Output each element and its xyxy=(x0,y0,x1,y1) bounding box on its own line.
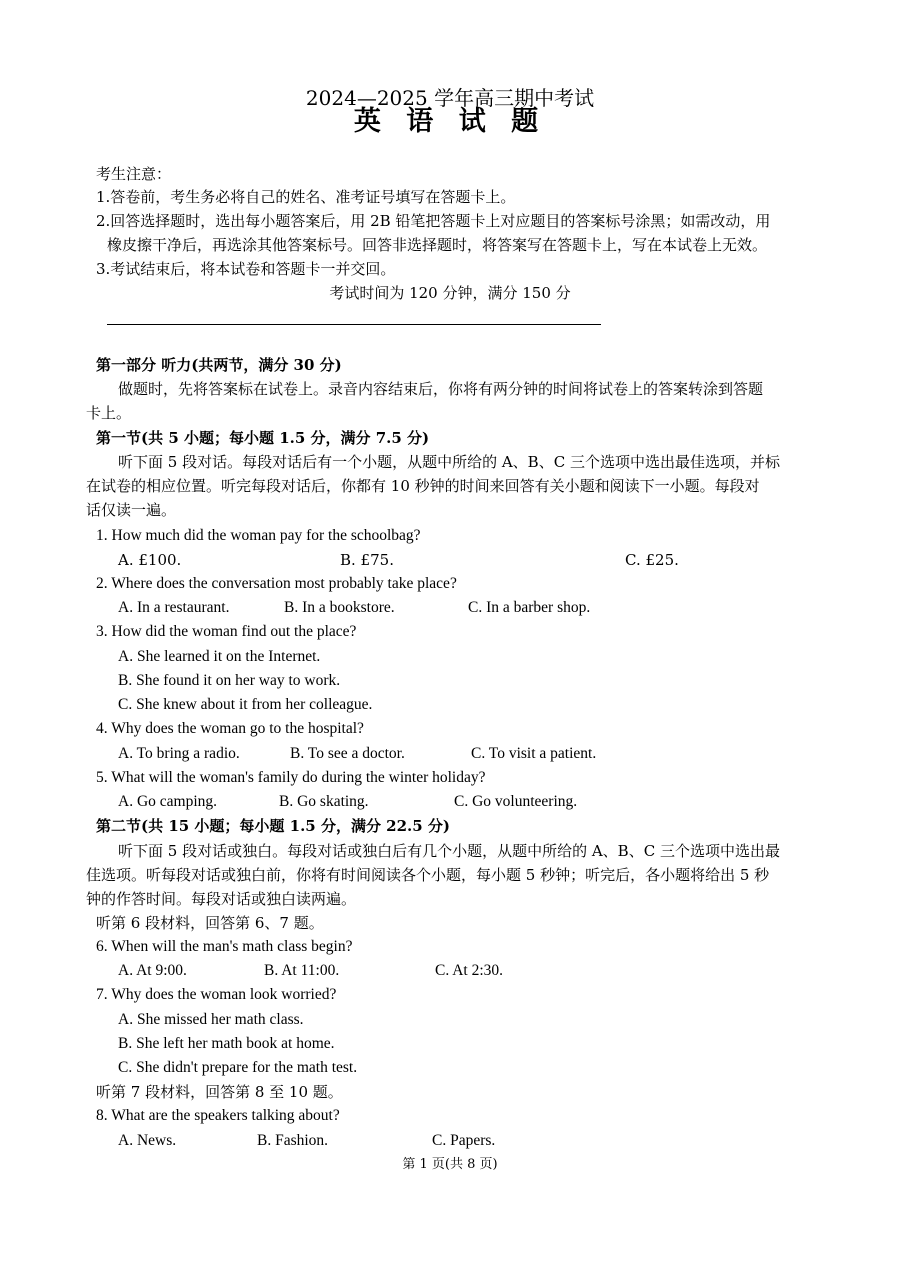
section2-intro-2: 佳选项。听每段对话或独白前，你将有时间阅读各个小题，每小题 5 秒钟；听完后，各小题将给出 5 秒 xyxy=(86,866,770,884)
question-3: 3. How did the woman find out the place? xyxy=(96,623,357,640)
question-8: 8. What are the speakers talking about? xyxy=(96,1107,340,1124)
q4-option-c: C. To visit a patient. xyxy=(471,745,597,762)
q4-option-b: B. To see a doctor. xyxy=(290,745,405,762)
q4-option-a: A. To bring a radio. xyxy=(118,745,240,762)
q6-option-c: C. At 2:30. xyxy=(435,962,504,979)
q3-option-b: B. She found it on her way to work. xyxy=(118,672,341,689)
q6-option-a: A. At 9:00. xyxy=(118,962,187,979)
q8-option-c: C. Papers. xyxy=(432,1132,496,1149)
part1-title: 第一部分 听力(共两节，满分 30 分) xyxy=(96,356,342,374)
part1-intro-1: 做题时，先将答案标在试卷上。录音内容结束后，你将有两分钟的时间将试卷上的答案转涂到答题 xyxy=(118,380,764,398)
section2-title: 第二节(共 15 小题；每小题 1.5 分，满分 22.5 分) xyxy=(96,817,451,835)
q1-option-a: A. £100. xyxy=(118,551,182,569)
notice-item-2-cont: 橡皮擦干净后，再选涂其他答案标号。回答非选择题时，将答案写在答题卡上，写在本试卷上无效。 xyxy=(107,236,768,254)
q2-option-b: B. In a bookstore. xyxy=(284,599,395,616)
q3-option-c: C. She knew about it from her colleague. xyxy=(118,696,373,713)
q2-option-a: A. In a restaurant. xyxy=(118,599,230,616)
material-6-note: 听第 6 段材料，回答第 6、7 题。 xyxy=(96,914,324,932)
part1-intro-2: 卡上。 xyxy=(86,404,132,422)
question-5: 5. What will the woman's family do during the winter holiday? xyxy=(96,769,486,786)
page-footer: 第 1 页(共 8 页) xyxy=(402,1157,498,1172)
notice-item-1: 1.答卷前，考生务必将自己的姓名、准考证号填写在答题卡上。 xyxy=(96,188,516,206)
material-7-note: 听第 7 段材料，回答第 8 至 10 题。 xyxy=(96,1083,343,1101)
q7-option-b: B. She left her math book at home. xyxy=(118,1035,335,1052)
q3-option-a: A. She learned it on the Internet. xyxy=(118,648,321,665)
divider-line xyxy=(107,324,601,325)
notice-item-2: 2.回答选择题时，选出每小题答案后，用 2B 铅笔把答题卡上对应题目的答案标号涂黑；如需改动，用 xyxy=(96,212,771,230)
q7-option-c: C. She didn't prepare for the math test. xyxy=(118,1059,358,1076)
notice-heading: 考生注意： xyxy=(96,165,172,183)
q5-option-b: B. Go skating. xyxy=(279,793,369,810)
section1-title: 第一节(共 5 小题；每小题 1.5 分，满分 7.5 分) xyxy=(96,429,430,447)
q5-option-a: A. Go camping. xyxy=(118,793,218,810)
question-4: 4. Why does the woman go to the hospital? xyxy=(96,720,364,737)
q1-option-b: B. £75. xyxy=(340,551,394,569)
q8-option-a: A. News. xyxy=(118,1132,177,1149)
section2-intro-3: 钟的作答时间。每段对话或独白读两遍。 xyxy=(86,890,357,908)
exam-title: 2024—2025 学年高三期中考试 xyxy=(305,86,595,110)
q5-option-c: C. Go volunteering. xyxy=(454,793,578,810)
q1-option-c: C. £25. xyxy=(625,551,679,569)
subject-title: 英 语 试 题 xyxy=(353,106,547,137)
q7-option-a: A. She missed her math class. xyxy=(118,1011,304,1028)
q8-option-b: B. Fashion. xyxy=(257,1132,329,1149)
notice-item-3: 3.考试结束后，将本试卷和答题卡一并交回。 xyxy=(96,260,396,278)
question-2: 2. Where does the conversation most probably take place? xyxy=(96,575,457,592)
question-7: 7. Why does the woman look worried? xyxy=(96,986,337,1003)
section1-intro-1: 听下面 5 段对话。每段对话后有一个小题，从题中所给的 A、B、C 三个选项中选出最佳选项，并标 xyxy=(118,453,780,471)
q2-option-c: C. In a barber shop. xyxy=(468,599,591,616)
section2-intro-1: 听下面 5 段对话或独白。每段对话或独白后有几个小题，从题中所给的 A、B、C 三个选项中选出最 xyxy=(118,842,780,860)
question-6: 6. When will the man's math class begin? xyxy=(96,938,353,955)
section1-intro-2: 在试卷的相应位置。听完每段对话后，你都有 10 秒钟的时间来回答有关小题和阅读下一小题。每段对 xyxy=(86,477,760,495)
q6-option-b: B. At 11:00. xyxy=(264,962,340,979)
section1-intro-3: 话仅读一遍。 xyxy=(86,501,177,519)
question-1: 1. How much did the woman pay for the schoolbag? xyxy=(96,527,421,544)
exam-time: 考试时间为 120 分钟，满分 150 分 xyxy=(329,284,571,302)
